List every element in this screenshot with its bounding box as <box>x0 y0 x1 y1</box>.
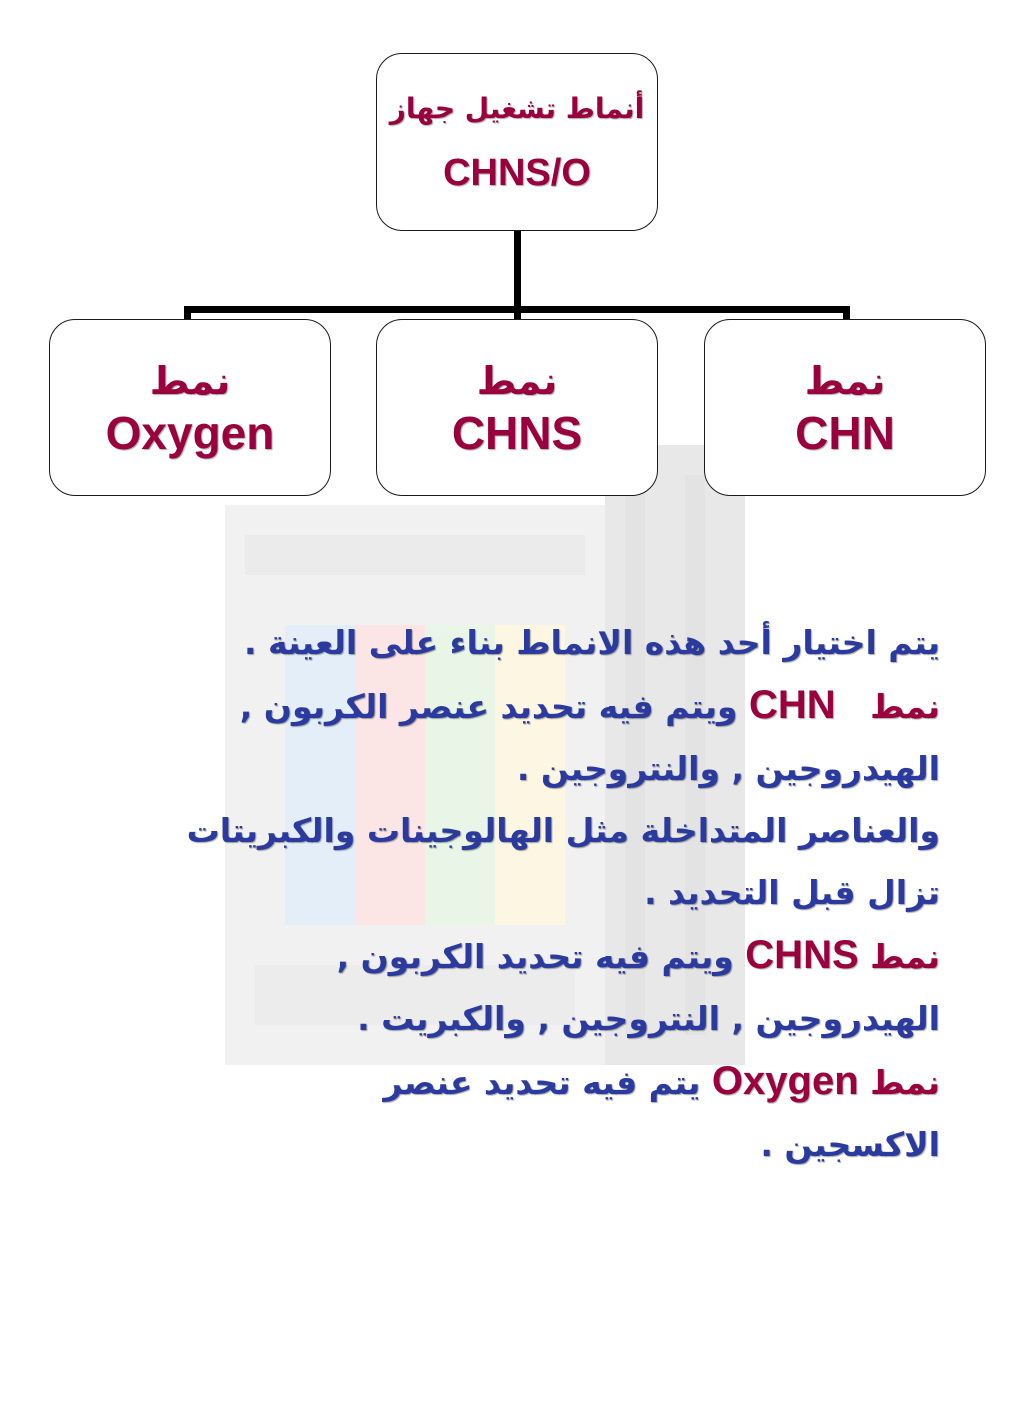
mode-node-oxygen <box>49 319 331 496</box>
description-oxygen-line-1 <box>110 1050 940 1114</box>
mode-chns-label-english: CHNS <box>451 406 583 459</box>
root-node <box>376 53 658 231</box>
oxygen-keyword: نمط <box>870 1063 940 1102</box>
mode-chn-label-arabic: نمط <box>804 358 886 403</box>
chns-text-1: ويتم فيه تحديد الكربون , <box>336 937 734 976</box>
chn-text-1: ويتم فيه تحديد عنصر الكربون , <box>239 687 738 726</box>
description-chn-line-4: تزال قبل التحديد . <box>644 873 940 912</box>
mode-node-chn <box>704 319 986 496</box>
description-chn-line-3: والعناصر المتداخلة مثل الهالوجينات والكبريتات <box>186 811 940 850</box>
description-chn-line-1 <box>110 674 940 738</box>
connector-drop-chn <box>843 306 850 320</box>
connector-drop-oxygen <box>184 306 191 320</box>
root-title-english: CHNS/O <box>443 152 591 194</box>
mode-chn-label-english: CHN <box>795 406 895 459</box>
connector-vertical-root <box>514 231 521 311</box>
mode-oxygen-label-arabic: نمط <box>149 358 231 403</box>
mode-chns-label-arabic: نمط <box>476 358 558 403</box>
description-chn-line-2: الهيدروجين , والنتروجين . <box>516 749 940 788</box>
mode-node-chns <box>376 319 658 496</box>
chns-keyword: نمط <box>870 937 940 976</box>
chns-mode-name: CHNS <box>745 933 859 977</box>
connector-drop-chns <box>514 306 521 320</box>
description-oxygen-line-2: الاكسجين . <box>760 1125 940 1164</box>
oxygen-mode-name: Oxygen <box>711 1059 859 1103</box>
description-chns-line-1 <box>110 924 940 988</box>
root-title-arabic: أنماط تشغيل جهاز <box>389 92 645 125</box>
chn-mode-name: CHN <box>749 683 836 727</box>
mode-oxygen-label-english: Oxygen <box>105 406 275 459</box>
description-chns-line-2: الهيدروجين , النتروجين , والكبريت . <box>357 999 940 1038</box>
chn-keyword: نمط <box>870 687 940 726</box>
description-text <box>110 612 940 1176</box>
oxygen-text-1: يتم فيه تحديد عنصر <box>383 1063 701 1102</box>
description-intro: يتم اختيار أحد هذه الانماط بناء على العينة . <box>243 623 940 662</box>
